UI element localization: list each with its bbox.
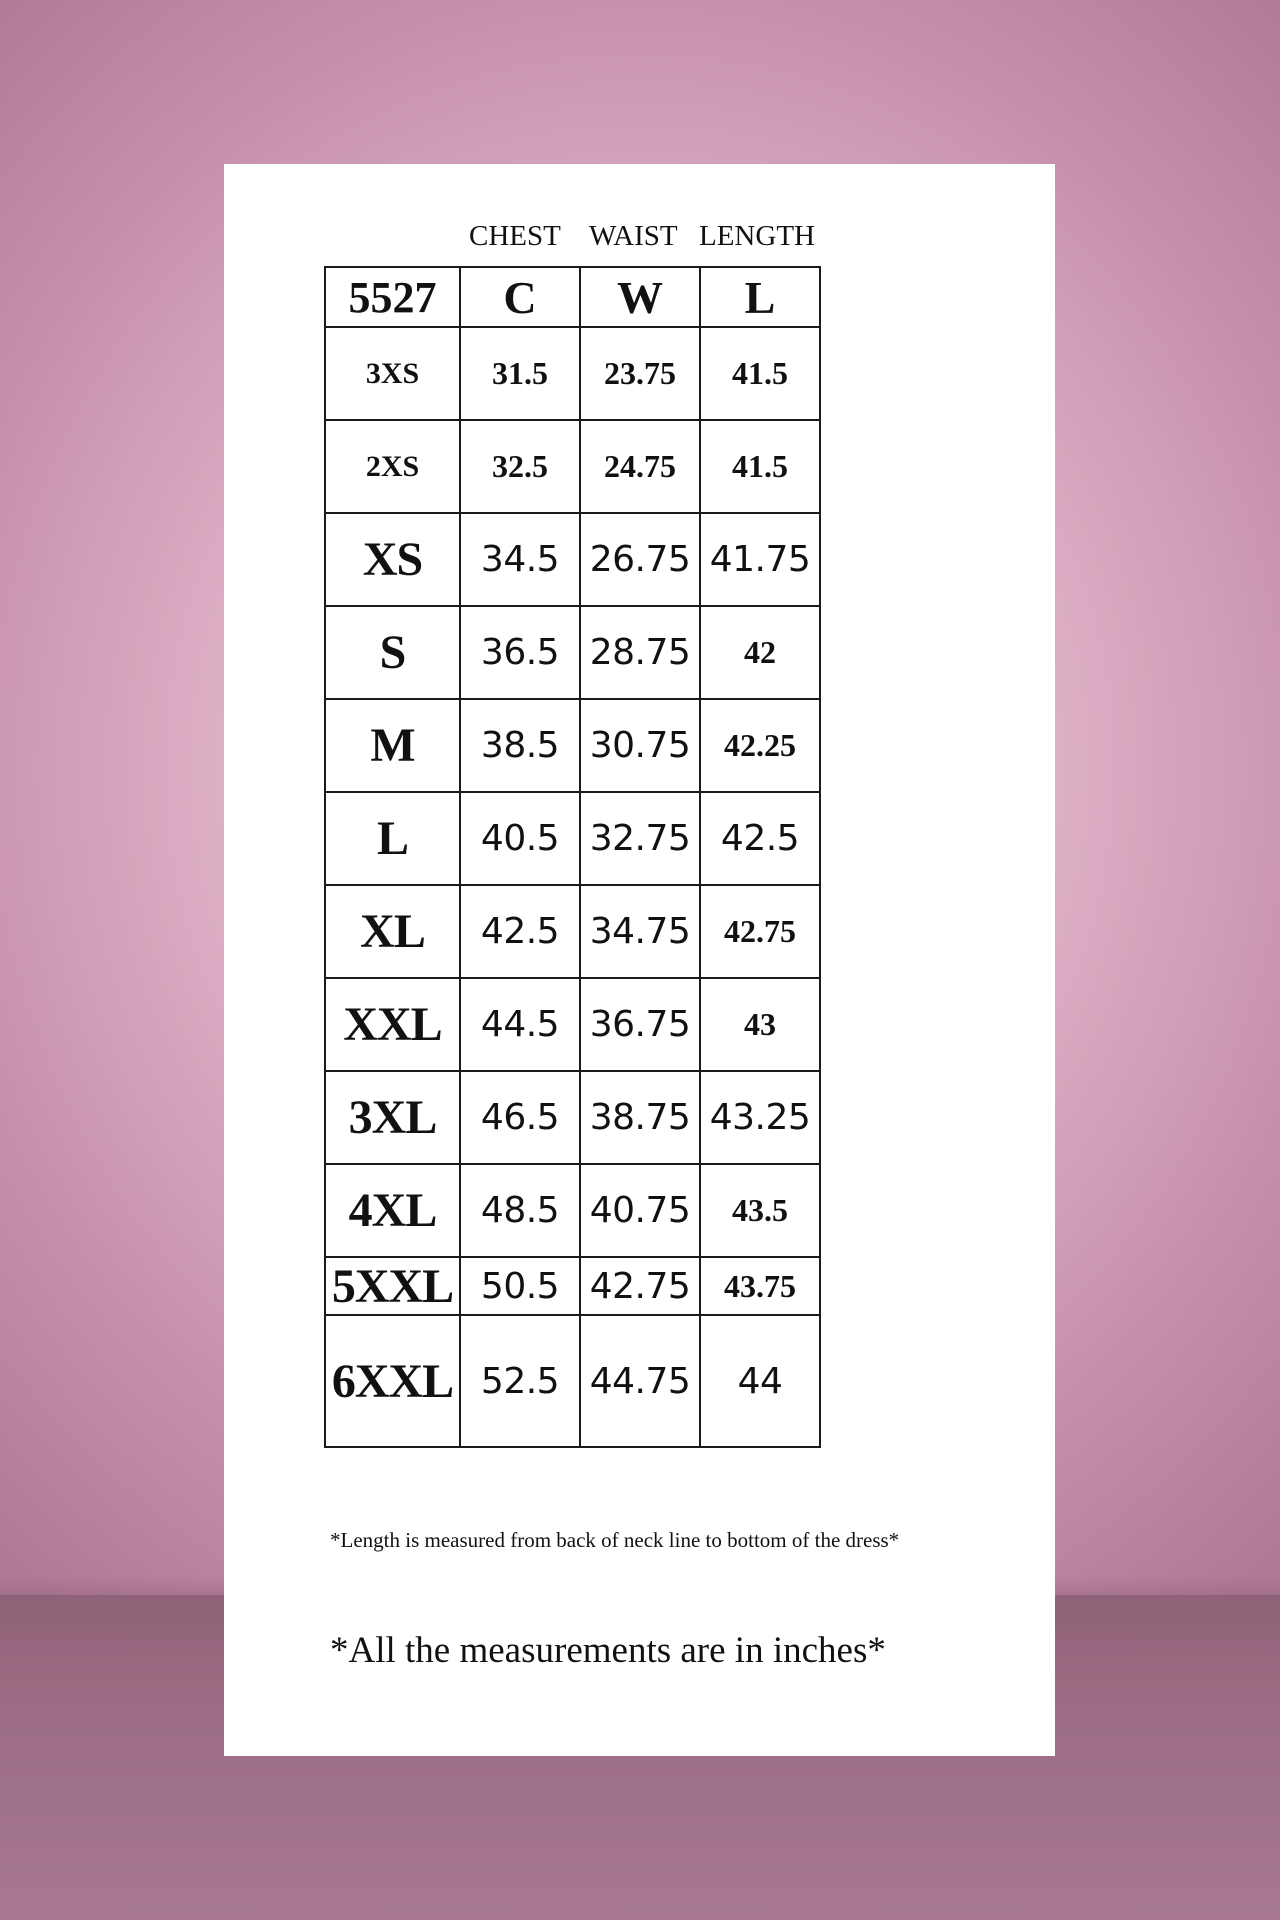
- table-row: [325, 792, 820, 885]
- length-value: 41.75: [700, 513, 820, 606]
- style-number: 5527: [325, 267, 460, 327]
- table-row: [325, 513, 820, 606]
- waist-value: 40.75: [580, 1164, 700, 1257]
- waist-value: 26.75: [580, 513, 700, 606]
- chest-value: 40.5: [460, 792, 580, 885]
- size-chart-card: [224, 164, 1055, 1756]
- table-header-row: [325, 267, 820, 327]
- header-waist: W: [580, 267, 700, 327]
- length-value: 42.25: [700, 699, 820, 792]
- chest-value: 36.5: [460, 606, 580, 699]
- chest-value: 31.5: [460, 327, 580, 420]
- size-label: 3XS: [325, 327, 460, 420]
- caption-waist: WAIST: [589, 220, 678, 252]
- size-label: XXL: [325, 978, 460, 1071]
- length-value: 43.5: [700, 1164, 820, 1257]
- waist-value: 30.75: [580, 699, 700, 792]
- length-value: 42: [700, 606, 820, 699]
- length-value: 43: [700, 978, 820, 1071]
- length-value: 41.5: [700, 327, 820, 420]
- size-label: M: [325, 699, 460, 792]
- chest-value: 32.5: [460, 420, 580, 513]
- waist-value: 36.75: [580, 978, 700, 1071]
- length-value: 43.25: [700, 1071, 820, 1164]
- waist-value: 28.75: [580, 606, 700, 699]
- size-label: 6XXL: [325, 1315, 460, 1447]
- table-row: [325, 885, 820, 978]
- table-row: [325, 699, 820, 792]
- table-row: [325, 1071, 820, 1164]
- size-table: [324, 266, 821, 1448]
- length-value: 42.5: [700, 792, 820, 885]
- chest-value: 46.5: [460, 1071, 580, 1164]
- chest-value: 50.5: [460, 1257, 580, 1315]
- table-row: [325, 420, 820, 513]
- waist-value: 38.75: [580, 1071, 700, 1164]
- chest-value: 34.5: [460, 513, 580, 606]
- length-measurement-note: *Length is measured from back of neck line to bottom of the dress*: [330, 1528, 900, 1552]
- waist-value: 44.75: [580, 1315, 700, 1447]
- table-row: [325, 1257, 820, 1315]
- header-chest: C: [460, 267, 580, 327]
- length-value: 41.5: [700, 420, 820, 513]
- column-captions: [469, 220, 849, 250]
- table-row: [325, 1315, 820, 1447]
- size-label: 4XL: [325, 1164, 460, 1257]
- waist-value: 42.75: [580, 1257, 700, 1315]
- length-value: 42.75: [700, 885, 820, 978]
- table-row: [325, 327, 820, 420]
- waist-value: 23.75: [580, 327, 700, 420]
- chest-value: 48.5: [460, 1164, 580, 1257]
- size-label: XL: [325, 885, 460, 978]
- length-value: 43.75: [700, 1257, 820, 1315]
- header-length: L: [700, 267, 820, 327]
- length-value: 44: [700, 1315, 820, 1447]
- waist-value: 24.75: [580, 420, 700, 513]
- size-label: 5XXL: [325, 1257, 460, 1315]
- waist-value: 32.75: [580, 792, 700, 885]
- size-label: L: [325, 792, 460, 885]
- size-label: XS: [325, 513, 460, 606]
- chest-value: 38.5: [460, 699, 580, 792]
- size-label: 3XL: [325, 1071, 460, 1164]
- caption-length: LENGTH: [699, 220, 815, 252]
- waist-value: 34.75: [580, 885, 700, 978]
- size-label: 2XS: [325, 420, 460, 513]
- chest-value: 52.5: [460, 1315, 580, 1447]
- table-row: [325, 978, 820, 1071]
- size-label: S: [325, 606, 460, 699]
- units-note: *All the measurements are in inches*: [330, 1630, 886, 1671]
- table-row: [325, 1164, 820, 1257]
- table-row: [325, 606, 820, 699]
- caption-chest: CHEST: [469, 220, 561, 252]
- chest-value: 44.5: [460, 978, 580, 1071]
- chest-value: 42.5: [460, 885, 580, 978]
